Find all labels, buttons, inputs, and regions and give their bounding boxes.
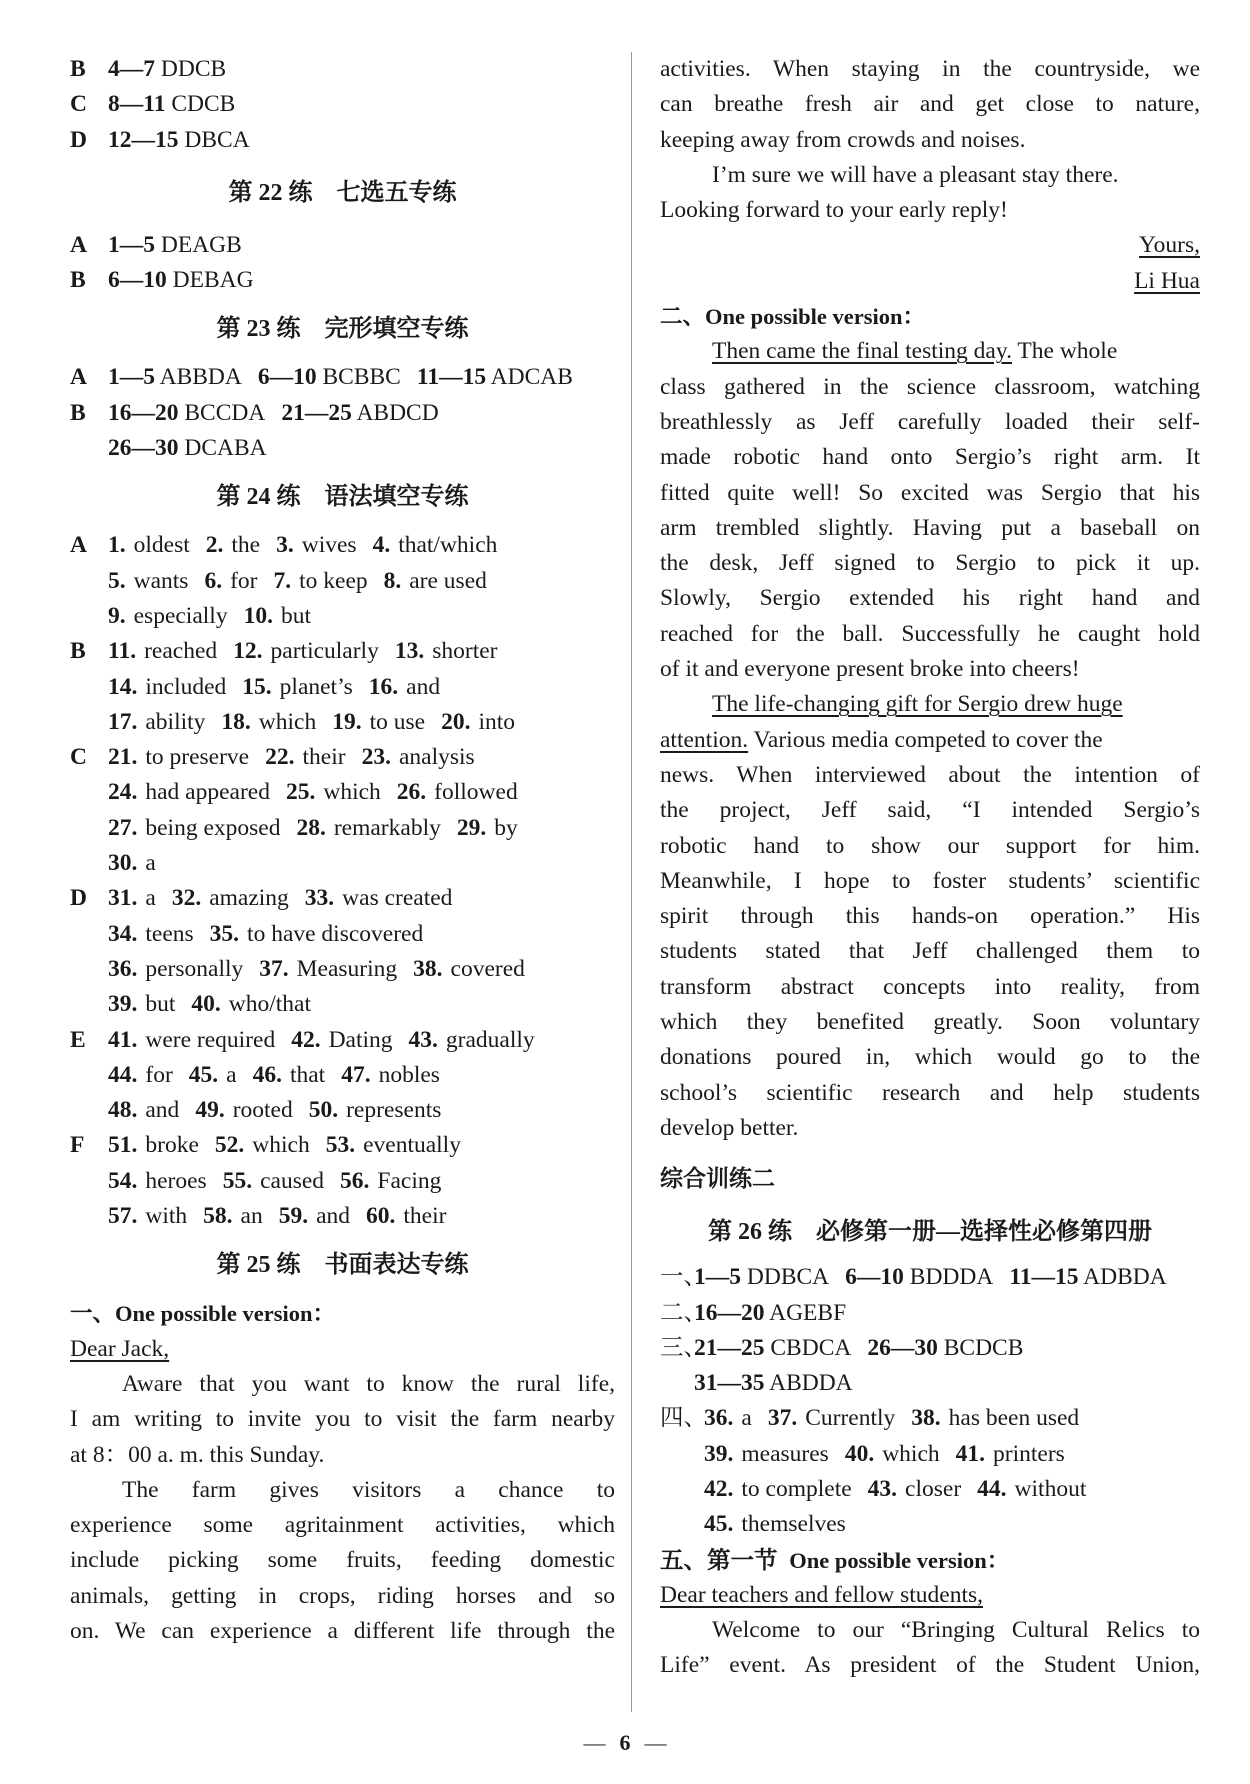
answer-row [660,1260,1200,1295]
text-line: breathlessly as Jeff carefully loaded their self- [660,408,1200,435]
answer-value: BCDCB [943,1334,1024,1361]
item-answer: analysis [398,744,475,771]
item-number: 40. [844,1440,875,1467]
text-line: school’s scientific research and help students [660,1079,1200,1106]
item-answer: personally [145,955,244,982]
answer-range: 16—20 [694,1299,765,1326]
item-number: 30. [108,850,138,877]
item-number: 19. [332,708,362,735]
answer-row [70,528,615,563]
item-answer: Measuring [296,955,398,982]
text-line: class gathered in the science classroom, watching [660,373,1200,400]
item-answer: nobles [378,1061,440,1088]
text-line: keeping away from crowds and noises. [660,126,1026,153]
item-answer: a [226,1061,237,1088]
text-line: on. We can experience a different life through the [70,1617,615,1644]
item-answer: which [882,1440,940,1467]
item-number: 45. [704,1511,734,1538]
answer-label: 一、 [660,1264,707,1291]
item-answer: a [741,1405,752,1432]
text-line: develop better. [660,1114,799,1141]
item-number: 7. [273,567,292,594]
item-number: 51. [108,1132,138,1159]
answer-label: E [70,1026,86,1053]
item-answer: who/that [228,991,312,1018]
answer-range: 1—5 [694,1264,741,1291]
exercise-21-tail [70,52,615,158]
item-number: 41. [108,1026,138,1053]
exercise-22-title: 第 22 练 七选五专练 [228,179,457,206]
letter-closing [660,158,1200,229]
answer-row [660,1437,1200,1472]
answer-range: 6—10 [108,267,167,294]
item-answer: to keep [299,567,368,594]
item-number: 9. [108,602,126,629]
item-answer: reached [144,638,218,665]
item-number: 59. [278,1203,309,1230]
answer-label: B [70,56,86,82]
text-line: can breathe fresh air and get close to nature, [660,91,1200,118]
answer-row: B 16—20 BCCDA 21—25 ABDCD [70,399,439,426]
left-column [70,52,615,1649]
item-number: 12. [233,638,263,665]
answer-range: 4—7 [108,56,155,82]
text-line: robotic hand to show our support for him. [660,832,1200,859]
text-line: which they benefited greatly. Soon voluntary [660,1009,1200,1036]
item-answer: represents [346,1097,442,1124]
text-line: fitted quite well! So excited was Sergio that his [660,479,1200,506]
part-one-heading: 一、One possible version： [70,1301,336,1327]
item-answer: has been used [948,1405,1080,1432]
item-number: 42. [291,1026,321,1053]
answer-row [70,846,615,881]
answer-label: D [70,885,87,912]
item-number: 37. [767,1405,798,1432]
exercise-23-title: 第 23 练 完形填空专练 [216,316,469,343]
answer-value: DDBCA [746,1264,830,1291]
answer-range: 12—15 [108,126,179,153]
answer-row [70,123,615,158]
part-five-heading: 五、第一节 One possible version： [660,1547,1010,1574]
item-number: 25. [285,779,316,806]
item-number: 26. [396,779,427,806]
item-number: 44. [977,1475,1007,1502]
item-number: 24. [108,779,138,806]
text-line: animals, getting in crops, riding horses and so [70,1582,615,1609]
answer-range: 26—30 [867,1334,938,1361]
page-number: — 6 — [583,1730,667,1755]
exercise-23-answers [70,360,615,466]
item-answer: and [145,1097,180,1124]
text-line: Life” event. As president of the Student Union, [660,1652,1200,1679]
text-line: news. When interviewed about the intention of [660,761,1200,788]
answer-row [70,599,615,634]
answer-label: C [70,91,87,118]
answer-row [70,1164,615,1199]
answer-row: 26—30 DCABA [108,435,267,462]
item-answer: for [145,1061,173,1088]
answer-row [70,1128,615,1163]
text-line: spirit through this hands-on operation.” His [660,903,1200,930]
answer-label: 二、 [660,1299,707,1326]
answer-row [70,775,615,810]
answer-value: ABDDA [769,1370,853,1397]
item-number: 58. [203,1203,233,1230]
answer-row [70,705,615,740]
item-number: 22. [265,744,295,771]
answer-range: 6—10 [845,1264,904,1291]
text-line: the desk, Jeff signed to Sergio to pick it up. [660,550,1200,577]
item-answer: caused [260,1167,325,1194]
item-answer: had appeared [145,779,270,806]
item-answer: with [145,1203,188,1230]
item-answer: ability [145,708,206,735]
answer-row [70,228,615,263]
item-answer: remarkably [333,814,441,841]
answer-value: AGEBF [769,1299,847,1326]
text-line: activities. When staying in the countryside, we [660,56,1200,82]
item-number: 2. [205,532,224,559]
item-answer: but [145,991,176,1018]
answer-row [660,1507,1200,1542]
answer-row [660,1401,1200,1436]
text-line: of it and everyone present broke into cheers! [660,656,1080,683]
answer-row [70,1093,615,1128]
item-answer: amazing [209,885,289,912]
item-answer: measures [741,1440,829,1467]
item-number: 6. [204,567,223,594]
item-number: 60. [366,1203,396,1230]
item-number: 45. [188,1061,219,1088]
item-number: 5. [108,567,126,594]
item-number: 29. [456,814,487,841]
item-answer: an [240,1203,263,1230]
exercise-24-title: 第 24 练 语法填空专练 [216,484,469,511]
item-number: 39. [108,991,138,1018]
item-number: 13. [394,638,425,665]
story-paragraph-2 [660,758,1200,1146]
item-number: 36. [108,955,138,982]
item-answer: printers [993,1440,1065,1467]
answer-label: D [70,126,87,153]
item-number: 46. [252,1061,282,1088]
item-number: 23. [361,744,391,771]
item-answer: was created [342,885,453,912]
text-line: Slowly, Sergio extended his right hand and [660,585,1200,612]
answer-range: 11—15 [1009,1264,1079,1291]
speech-body [660,1613,1200,1684]
item-number: 44. [108,1061,138,1088]
answer-row [70,740,615,775]
item-number: 56. [340,1167,370,1194]
item-number: 47. [341,1061,371,1088]
item-answer: particularly [270,638,379,665]
item-number: 52. [214,1132,245,1159]
exercise-25-title: 第 25 练 书面表达专练 [216,1252,469,1279]
item-answer: broke [145,1132,199,1159]
item-number: 41. [955,1440,985,1467]
item-answer: a [145,885,156,912]
answer-row [70,634,615,669]
text-line: I am writing to invite you to visit the farm nearby [70,1406,615,1433]
item-answer: wives [301,532,357,559]
item-number: 14. [108,673,138,700]
item-number: 10. [243,602,273,629]
item-number: 57. [108,1203,138,1230]
answer-range: 31—35 [694,1370,765,1397]
item-number: 49. [195,1097,225,1124]
answer-row [660,1472,1200,1507]
item-number: 48. [108,1097,138,1124]
answer-row [70,1199,615,1234]
text-line: reached for the ball. Successfully he caught hold [660,620,1200,647]
text-line: The farm gives visitors a chance to [122,1476,615,1503]
text-line: Meanwhile, I hope to foster students’ scientific [660,867,1200,894]
item-number: 50. [308,1097,339,1124]
item-answer: for [230,567,258,594]
letter-body [70,1367,615,1649]
column-divider [631,52,632,1712]
answer-row [70,952,615,987]
text-line: Welcome to our “Bringing Cultural Relics to [712,1617,1200,1644]
item-number: 43. [408,1026,438,1053]
item-number: 16. [368,673,399,700]
item-number: 21. [108,744,138,771]
item-number: 38. [413,955,443,982]
text-line: experience some agritainment activities, which [70,1512,615,1539]
item-answer: by [494,814,518,841]
signature: Li Hua [1134,267,1200,294]
item-number: 42. [704,1475,734,1502]
item-number: 54. [108,1167,138,1194]
text-line: made robotic hand onto Sergio’s right arm. It [660,444,1200,471]
item-answer: included [145,673,227,700]
answer-value: DDCB [160,56,227,82]
answer-value: DEBAG [172,267,254,294]
exercise-22-answers [70,228,615,299]
item-answer: rooted [232,1097,293,1124]
item-number: 4. [372,532,391,559]
answer-row [70,1023,615,1058]
item-answer: and [316,1203,351,1230]
answer-label: A [70,231,87,258]
item-number: 34. [108,920,138,947]
item-answer: which [252,1132,310,1159]
exercise-24-answers [70,528,615,1234]
item-answer: themselves [741,1511,846,1538]
item-number: 37. [259,955,289,982]
item-number: 20. [441,708,471,735]
section-title: 综合训练二 [660,1166,775,1192]
item-answer: to have discovered [247,920,424,947]
answer-row: A 1—5 ABBDA 6—10 BCBBC 11—15 ADCAB [70,364,573,391]
item-answer: being exposed [145,814,281,841]
item-number: 17. [108,708,138,735]
item-answer: a [145,850,156,877]
item-answer: eventually [363,1132,461,1159]
answer-row [70,87,615,122]
item-answer: their [403,1203,447,1230]
answer-row [70,52,615,87]
answer-label: 三、 [660,1334,707,1361]
letter-salutation: Dear Jack, [70,1335,170,1362]
item-answer: closer [905,1475,962,1502]
text-line: Looking forward to your early reply! [660,197,1008,224]
answer-row [70,881,615,916]
item-number: 38. [911,1405,941,1432]
item-answer: especially [133,602,228,629]
sign-off: Yours, [1139,232,1200,259]
item-answer: without [1014,1475,1087,1502]
speech-salutation: Dear teachers and fellow students, [660,1581,983,1608]
answer-value: ADBDA [1083,1264,1167,1291]
text-line: include picking some fruits, feeding domestic [70,1547,615,1574]
item-answer: Currently [805,1405,896,1432]
text-line: at 8：00 a. m. this Sunday. [70,1441,325,1468]
answer-label: B [70,267,86,294]
item-answer: into [478,708,516,735]
item-number: 55. [222,1167,253,1194]
item-answer: gradually [445,1026,535,1053]
item-answer: were required [145,1026,276,1053]
item-answer: covered [450,955,525,982]
answer-label: F [70,1132,85,1159]
story-paragraph-1-lead: Then came the final testing day. The whole [712,338,1118,365]
item-number: 18. [221,708,251,735]
story-paragraph-2-lead-2: attention. Various media competed to cover the [660,726,1103,753]
item-answer: and [406,673,441,700]
item-answer: Facing [377,1167,442,1194]
text-line: donations poured in, which would go to the [660,1044,1200,1071]
item-number: 36. [704,1405,734,1432]
item-answer: teens [145,920,194,947]
item-answer: heroes [145,1167,207,1194]
item-number: 27. [108,814,138,841]
answer-row [70,263,615,298]
answer-row [660,1296,1200,1331]
item-answer: shorter [432,638,498,665]
item-answer: followed [434,779,518,806]
answer-value: CBDCA [770,1334,852,1361]
exercise-26-answers [660,1260,1200,1542]
item-answer: wants [133,567,189,594]
text-line: transform abstract concepts into reality, from [660,973,1200,1000]
answer-row [70,1058,615,1093]
answer-row [70,987,615,1022]
letter-continuation [660,52,1200,158]
part-two-heading: 二、One possible version： [660,304,926,330]
item-number: 35. [209,920,240,947]
exercise-26-title: 第 26 练 必修第一册—选择性必修第四册 [708,1219,1152,1246]
text-line: Aware that you want to know the rural life, [122,1370,615,1397]
answer-row [70,564,615,599]
item-answer: that [289,1061,326,1088]
answer-row [660,1331,1200,1366]
item-number: 43. [867,1475,898,1502]
answer-label: C [70,744,87,771]
answer-label: A [70,532,87,559]
right-column [660,52,1200,1684]
item-number: 31. [108,885,138,912]
answer-row [70,917,615,952]
item-answer: planet’s [279,673,353,700]
item-number: 28. [296,814,326,841]
answer-row [660,1366,1200,1401]
answer-range: 8—11 [108,91,166,118]
item-answer: are used [409,567,487,594]
item-number: 33. [304,885,335,912]
item-answer: to preserve [145,744,250,771]
item-number: 11. [108,638,137,665]
item-number: 39. [704,1440,734,1467]
item-number: 53. [325,1132,356,1159]
answer-range: 1—5 [108,231,155,258]
item-number: 8. [383,567,402,594]
item-answer: their [302,744,346,771]
answer-range: 21—25 [694,1334,765,1361]
item-answer: that/which [398,532,498,559]
answer-value: BDDDA [909,1264,994,1291]
answer-label: B [70,638,86,665]
item-answer: but [280,602,311,629]
item-answer: which [258,708,317,735]
item-answer: the [231,532,261,559]
story-paragraph-2-lead: The life-changing gift for Sergio drew huge [712,691,1123,718]
answer-value: DBCA [184,126,250,153]
text-line: the project, Jeff said, “I intended Sergio’s [660,797,1200,824]
item-answer: to complete [741,1475,852,1502]
item-number: 1. [108,532,126,559]
item-answer: to use [369,708,426,735]
text-line: arm trembled slightly. Having put a baseball on [660,514,1200,541]
text-line: students stated that Jeff challenged them to [660,938,1200,965]
answer-row [70,811,615,846]
item-number: 3. [276,532,294,559]
item-number: 32. [171,885,202,912]
item-number: 15. [242,673,272,700]
answer-value: CDCB [171,91,236,118]
item-answer: which [323,779,381,806]
item-answer: oldest [133,532,190,559]
item-number: 40. [191,991,221,1018]
story-paragraph-1 [660,370,1200,688]
text-line: I’m sure we will have a pleasant stay there. [712,161,1119,188]
answer-row [70,670,615,705]
answer-value: DEAGB [160,231,242,258]
answer-label: 四、 [660,1405,707,1432]
item-answer: Dating [328,1026,393,1053]
